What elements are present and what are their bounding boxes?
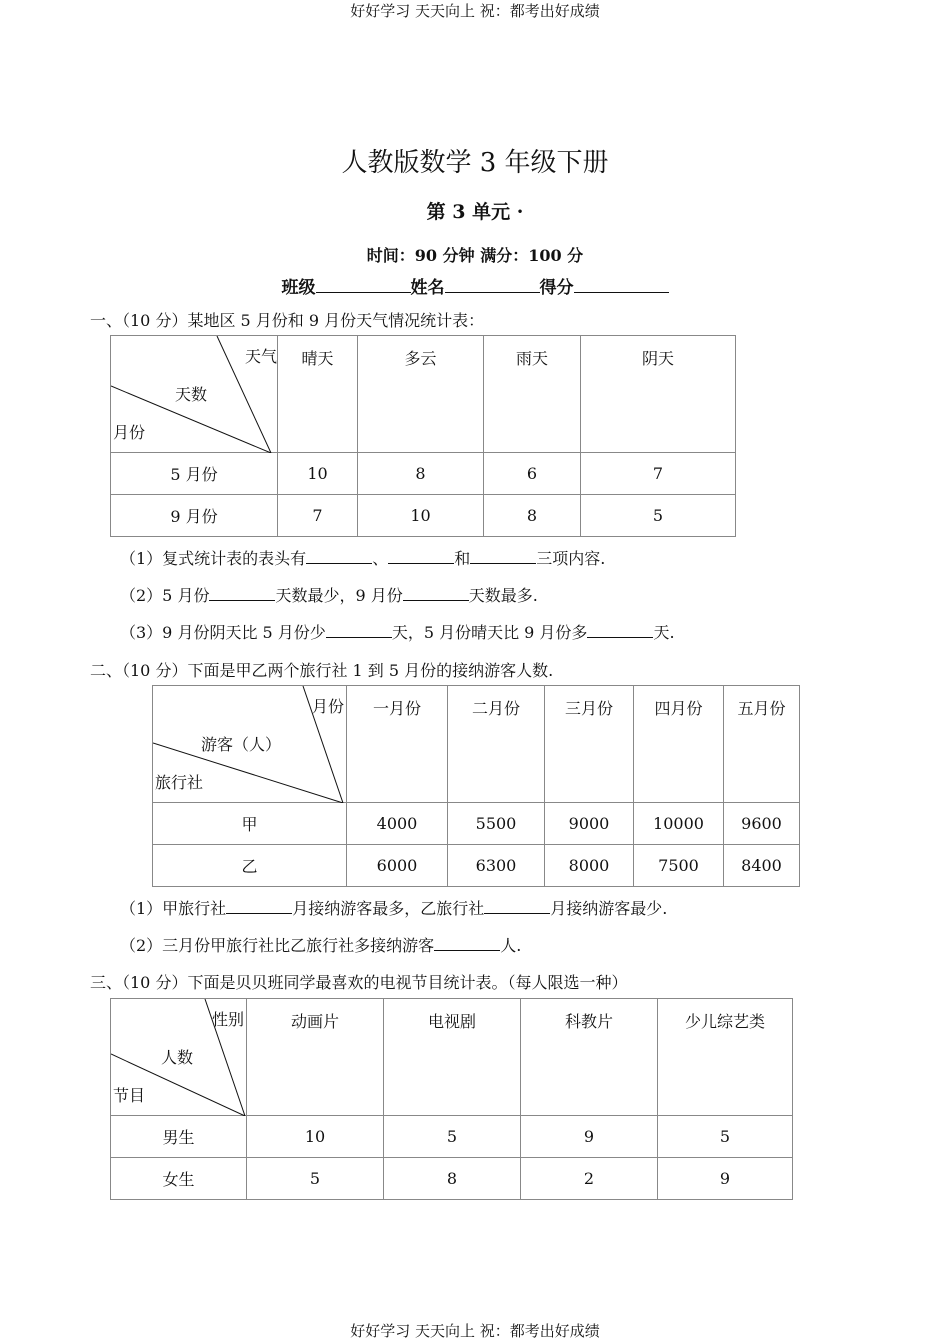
corner-mid-label: 天数 (175, 385, 208, 404)
table-cell: 2 (521, 1158, 658, 1200)
table-row (111, 453, 736, 495)
row-label: 女生 (111, 1158, 247, 1200)
student-info-line (0, 273, 950, 298)
answer-blank[interactable] (403, 584, 469, 601)
section1-heading: 一、（10 分）某地区 5 月份和 9 月份天气情况统计表： (90, 311, 485, 330)
weather-table-corner (111, 336, 278, 453)
answer-blank[interactable] (209, 584, 275, 601)
column-header: 五月份 (724, 686, 800, 803)
score-blank[interactable] (574, 276, 669, 293)
corner-mid-label: 游客（人） (201, 735, 282, 754)
row-label: 9 月份 (111, 495, 278, 537)
table-cell: 7500 (634, 845, 724, 887)
section2-heading: 二、（10 分）下面是甲乙两个旅行社 1 到 5 月份的接纳游客人数. (90, 661, 554, 680)
answer-blank[interactable] (388, 547, 454, 564)
column-header: 二月份 (448, 686, 545, 803)
table-cell: 8 (358, 453, 484, 495)
row-label: 甲 (153, 803, 347, 845)
table-cell: 5 (384, 1116, 521, 1158)
table-cell: 9 (521, 1116, 658, 1158)
table-cell: 10 (247, 1116, 384, 1158)
question-1-2: （2）5 月份 天数最少，9 月份 天数最多. (120, 586, 538, 605)
table-cell: 10000 (634, 803, 724, 845)
table-cell: 5 (658, 1116, 793, 1158)
column-header: 四月份 (634, 686, 724, 803)
table-cell: 8 (384, 1158, 521, 1200)
name-label: 姓名 (410, 278, 445, 298)
table-cell: 9600 (724, 803, 800, 845)
table-cell: 8 (484, 495, 581, 537)
table-cell: 6000 (347, 845, 448, 887)
column-header: 少儿综艺类 (658, 999, 793, 1116)
table-cell: 8000 (545, 845, 634, 887)
question-2-1: （1）甲旅行社 月接纳游客最多，乙旅行社 月接纳游客最少. (120, 899, 668, 918)
table-row (111, 1158, 793, 1200)
corner-bottom-label: 旅行社 (155, 773, 204, 792)
column-header: 多云 (358, 336, 484, 453)
row-label: 5 月份 (111, 453, 278, 495)
answer-blank[interactable] (306, 547, 372, 564)
corner-mid-label: 人数 (161, 1048, 194, 1067)
corner-top-label: 性别 (211, 1010, 244, 1029)
column-header: 一月份 (347, 686, 448, 803)
name-blank[interactable] (445, 276, 540, 293)
answer-blank[interactable] (434, 934, 500, 951)
column-header: 晴天 (278, 336, 358, 453)
weather-table (110, 335, 736, 537)
corner-bottom-label: 月份 (113, 423, 146, 442)
table-cell: 7 (278, 495, 358, 537)
corner-bottom-label: 节目 (113, 1086, 146, 1105)
table-cell: 8400 (724, 845, 800, 887)
column-header: 三月份 (545, 686, 634, 803)
tv-table-corner (111, 999, 247, 1116)
answer-blank[interactable] (470, 547, 536, 564)
unit-title: 第 3 单元 · (426, 201, 524, 223)
travel-table-corner (153, 686, 347, 803)
score-label: 得分 (539, 278, 574, 298)
table-cell: 5500 (448, 803, 545, 845)
table-cell: 10 (278, 453, 358, 495)
table-cell: 5 (581, 495, 736, 537)
question-1-3: （3）9 月份阴天比 5 月份少 天，5 月份晴天比 9 月份多 天. (120, 623, 675, 642)
row-label: 男生 (111, 1116, 247, 1158)
question-1-1: （1）复式统计表的表头有 、 和 三项内容. (120, 549, 606, 568)
column-header: 电视剧 (384, 999, 521, 1116)
travel-agency-table (152, 685, 800, 887)
class-blank[interactable] (316, 276, 411, 293)
corner-top-label: 月份 (311, 697, 344, 716)
page-title: 人教版数学 3 年级下册 (341, 148, 609, 178)
column-header: 科教片 (521, 999, 658, 1116)
table-cell: 6300 (448, 845, 545, 887)
tv-program-table (110, 998, 793, 1200)
column-header: 阴天 (581, 336, 736, 453)
table-cell: 4000 (347, 803, 448, 845)
row-label: 乙 (153, 845, 347, 887)
answer-blank[interactable] (326, 621, 392, 638)
table-cell: 9000 (545, 803, 634, 845)
table-row (111, 495, 736, 537)
section3-heading: 三、（10 分）下面是贝贝班同学最喜欢的电视节目统计表。（每人限选一种） (90, 973, 628, 992)
column-header: 雨天 (484, 336, 581, 453)
corner-top-label: 天气 (244, 347, 277, 366)
table-cell: 10 (358, 495, 484, 537)
table-row (111, 1116, 793, 1158)
table-cell: 7 (581, 453, 736, 495)
table-cell: 5 (247, 1158, 384, 1200)
question-2-2: （2）三月份甲旅行社比乙旅行社多接纳游客 人. (120, 936, 522, 955)
page-footer: 好好学习 天天向上 祝：都考出好成绩 (350, 1322, 600, 1340)
table-cell: 6 (484, 453, 581, 495)
table-row (153, 803, 800, 845)
answer-blank[interactable] (226, 897, 292, 914)
table-cell: 9 (658, 1158, 793, 1200)
answer-blank[interactable] (587, 621, 653, 638)
class-label: 班级 (281, 278, 316, 298)
column-header: 动画片 (247, 999, 384, 1116)
answer-blank[interactable] (484, 897, 550, 914)
time-score-line: 时间：90 分钟 满分：100 分 (366, 246, 584, 265)
page-header: 好好学习 天天向上 祝：都考出好成绩 (350, 2, 600, 20)
table-row (153, 845, 800, 887)
